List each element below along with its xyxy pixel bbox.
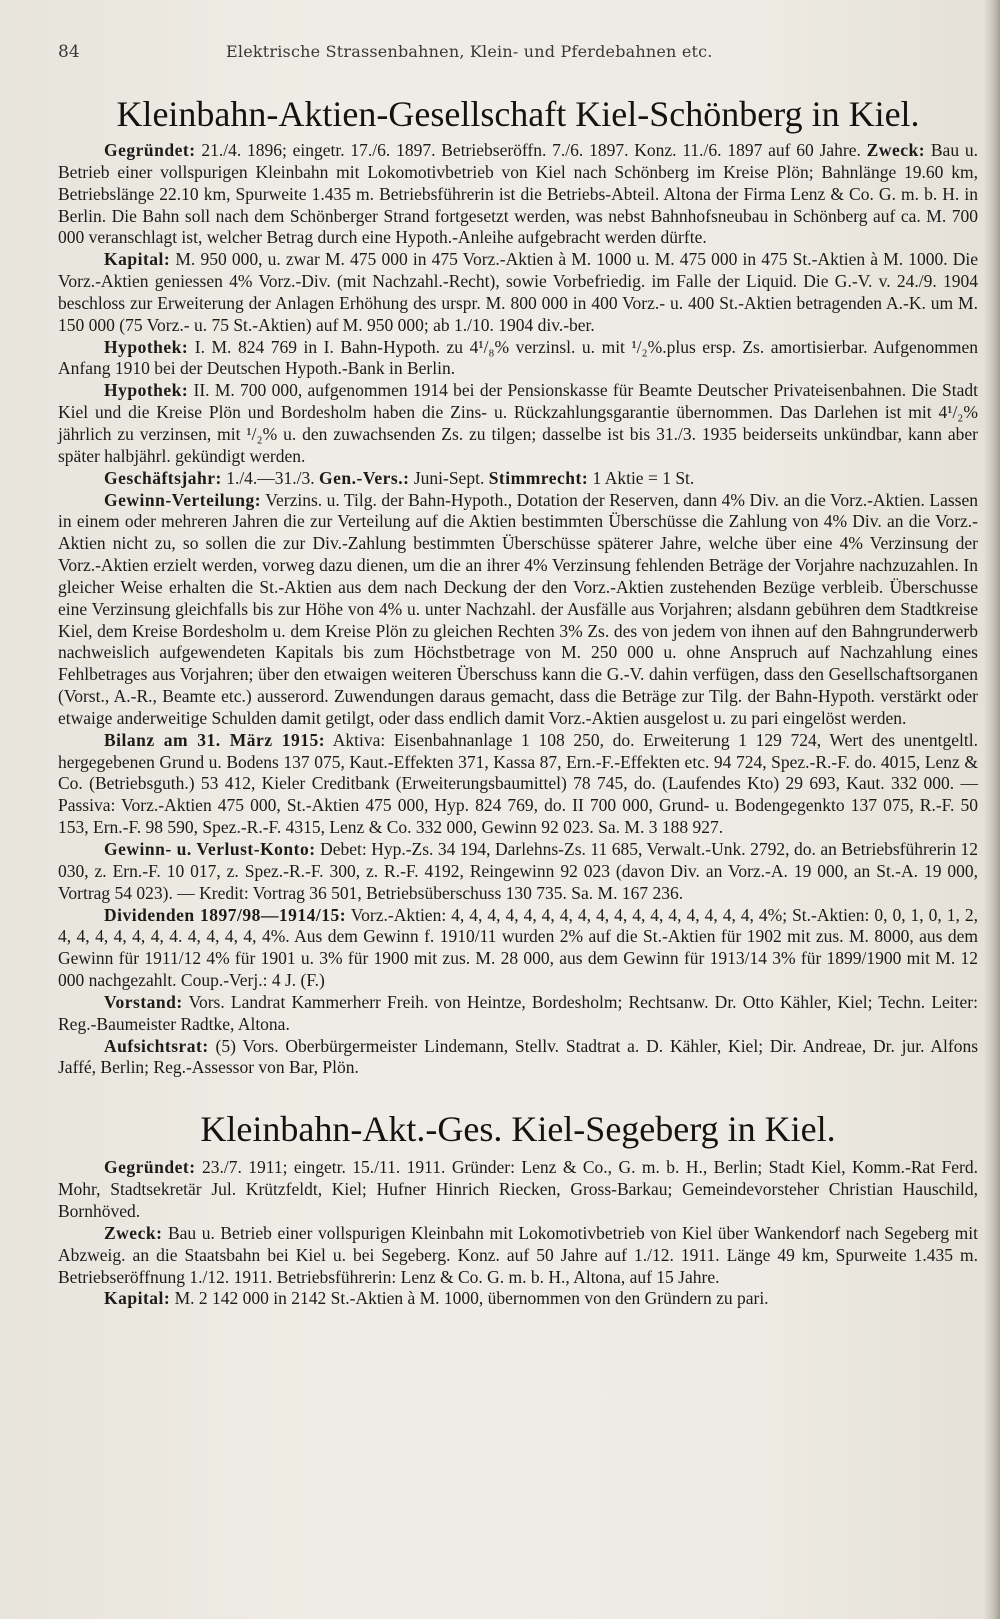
field-text: Vors. Landrat Kammerherr Freih. von Heintze, Bordesholm; Rechtsanw. Dr. Otto Kähler, Kiel; Techn. Leiter: Reg.-Baumeister Radtke, Altona. [58, 991, 978, 1034]
field-text: M. 950 000, u. zwar M. 475 000 in 475 Vorz.-Aktien à M. 1000 u. M. 475 000 in 475 St.-Aktien à M. 1000. Die Vorz.-Aktien geniessen 4% Vorz.-Div. (mit Nachzahl.-Recht), sowie Vorbefriedig. im Falle der Liquid. Die G.-V. v. 24./9. 1904 beschloss zur Erweiterung der Anlagen Erhöhung des urspr. M. 800 000 in 400 Vorz.- u. 400 St.-Aktien betragenden A.-K. um M. 150 000 (75 Vorz.- u. 75 St.-Aktien) auf M. 950 000; ab 1./10. 1904 div.-ber. [58, 249, 978, 335]
company-entry-kiel-segeberg [58, 1107, 978, 1310]
field-label: Aufsichtsrat: [104, 1035, 209, 1056]
field-text: Bau u. Betrieb einer vollspurigen Kleinbahn mit Lokomotivbetrieb von Kiel über Wankendorf nach Segeberg mit Abzweig. an die Staatsbahn bei Kiel u. bei Segeberg. Konz. auf 50 Jahre auf 1./12. 1911. Länge 49 km, Spurweite 1.435 m. Betriebseröffnung 1./12. 1911. Betriebsführerin: Lenz & Co. G. m. b. H., Altona, auf 15 Jahre. [58, 1222, 978, 1287]
field-label: Gewinn- u. Verlust-Konto: [104, 839, 316, 859]
field-text: I. M. 824 769 in I. Bahn-Hypoth. zu 4¹/₈% verzinsl. u. mit ¹/₂%.plus ersp. Zs. amortisierbar. Aufgenommen Anfang 1910 bei der Deutschen Hypoth.-Bank in Berlin. [58, 336, 978, 379]
field-label: Kapital: [104, 249, 171, 270]
field-label: Dividenden 1897/98—1914/15: [104, 904, 347, 925]
paragraph-gewinn-verteilung [58, 490, 978, 730]
field-label: Zweck: [104, 1222, 163, 1243]
paragraph-zweck [58, 1223, 978, 1289]
paragraph-aufsichtsrat [58, 1036, 978, 1080]
paragraph-kapital [58, 1288, 978, 1310]
field-label: Kapital: [104, 1288, 171, 1309]
field-label: Gegründet: [104, 1157, 196, 1178]
field-text: Debet: Hyp.-Zs. 34 194, Darlehns-Zs. 11 685, Verwalt.-Unk. 2792, do. an Betriebsführerin 12 030, z. Ern.-F. 10 017, z. Spez.-R.-F. 300, z. R.-F. 4192, Reingewinn 92 023 (davon Div. an Vorz.-A. 19 000, an St.-A. 19 000, Vortrag 54 023). — Kredit: Vortrag 36 501, Betriebsüberschuss 130 735. Sa. M. 167 236. [58, 839, 979, 903]
field-label: Gewinn-Verteilung: [104, 489, 262, 510]
paragraph-geschaeftsjahr [58, 468, 978, 490]
page-edge-shadow [984, 0, 1000, 1619]
field-label: Gegründet: [104, 140, 196, 160]
field-label: Vorstand: [104, 991, 183, 1012]
paragraph-hypothek-2 [58, 380, 978, 467]
paragraph-dividenden [58, 905, 978, 992]
field-label: Gen.-Vers.: [319, 467, 410, 488]
company-entry-kiel-schoenberg [58, 92, 978, 1079]
company-title: Kleinbahn-Aktien-Gesellschaft Kiel-Schönberg in Kiel. [116, 94, 920, 134]
field-text: Juni-Sept. [409, 467, 489, 488]
company-title: Kleinbahn-Akt.-Ges. Kiel-Segeberg in Kiel. [200, 1109, 836, 1150]
field-text: Vorz.-Aktien: 4, 4, 4, 4, 4, 4, 4, 4, 4, 4, 4, 4, 4, 4, 4, 4, 4, 4%; St.-Aktien: 0, 0, 1, 0, 1, 2, 4, 4, 4, 4, 4, 4, 4. 4, 4, 4, 4, 4%. Aus dem Gewinn f. 1910/11 wurden 2% auf die St.-Aktien für 1902 mit zus. M. 8000, aus dem Gewinn für 1911/12 4% für 1901 u. 3% für 1900 mit zus. M. 28 000, aus dem Gewinn für 1913/14 3% für 1899/1900 mit M. 12 000 nachgezahlt. Coup.-Verj.: 4 J. (F.) [58, 904, 978, 991]
field-label: Zweck: [866, 140, 926, 160]
paragraph-vorstand [58, 992, 978, 1036]
field-text: 23./7. 1911; eingetr. 15./11. 1911. Gründer: Lenz & Co., G. m. b. H., Berlin; Stadt Kiel, Komm.-Rat Ferd. Mohr, Stadtsekretär Jul. Krützfeldt, Kiel; Hufner Hinrich Riecken, Gross-Barkau; Gemeindevorsteher Christian Hauschild, Bornhöved. [58, 1157, 978, 1221]
page-number: 84 [58, 42, 80, 62]
field-label: Hypothek: [104, 336, 189, 357]
field-text: Bau u. Betrieb einer vollspurigen Kleinbahn mit Lokomotivbetrieb von Kiel nach Schönberg im Kreise Plön; Bahnlänge 19.60 km, Betriebslänge 22.10 km, Spurweite 1.435 m. Betriebsführerin ist die Betriebs-Abteil. Altona der Firma Lenz & Co. G. m. b. H. in Berlin. Die Bahn soll nach dem Schönberger Strand fortgesetzt werden, was nebst Bahnhofsneubau in Schönberg auf ca. M. 700 000 veranschlagt ist, welcher Betrag durch eine Hypoth.-Anleihe aufgebracht werden dürfte. [58, 140, 978, 248]
field-text: 1 Aktie = 1 St. [588, 467, 695, 488]
field-label: Bilanz am 31. März 1915: [104, 729, 326, 750]
field-text: Aktiva: Eisenbahnanlage 1 108 250, do. Erweiterung 1 129 724, Wert des unentgeltl. hergegebenen Grund u. Bodens 137 075, Kaut.-Effekten 371, Kassa 87, Ern.-F.-Effekten etc. 94 724, Spez.-R.-F. do. 4015, Lenz & Co. (Betriebsguth.) 53 412, Kieler Creditbank (Erweiterungsbaumittel) 78 745, do. (Laufendes Kto) 29 693, Kaut. 332 000. — Passiva: Vorz.-Aktien 475 000, St.-Aktien 475 000, Hyp. 824 769, do. II 700 000, Grund- u. Bodengegenkto 137 075, R.-F. 50 153, Ern.-F. 98 590, Spez.-R.-F. 4315, Lenz & Co. 332 000, Gewinn 92 023. Sa. M. 3 188 927. [58, 729, 978, 838]
running-head [58, 42, 978, 70]
field-text: 1./4.—31./3. [221, 467, 320, 488]
field-label: Stimmrecht: [488, 467, 589, 488]
paragraph-gegruendet [58, 140, 978, 249]
field-text: Verzins. u. Tilg. der Bahn-Hypoth., Dotation der Reserven, dann 4% Div. an die Vorz.-Aktien. Lassen in einem oder mehreren Jahren die zur Verteilung auf die Aktien bestimmten Überschüsse die Zahlung von 4% Div. an die Vorz.-Aktien nicht zu, so sollen die zur Div.-Zahlung bestimmten Überschüsse späterer Jahre, welche über eine 4% Verzinsung der Vorz.-Aktien erzielt werden, vorweg dazu dienen, um die an ihrer 4% Verzinsung fehlenden Beträge der Vorjahre nachzuzahlen. In gleicher Weise erhalten die St.-Aktien aus dem nach Deckung der den Vorz.-Aktien zustehenden Bezüge verbleib. Überschusse eine Verzinsung gleichfalls bis zur Höhe von 4% u. unter Nachzahl. der Ausfälle aus Vorjahren; alsdann gebühren dem Stadtkreise Kiel, dem Kreise Bordesholm u. dem Kreise Plön zu gleichen Rechten 3% Zs. des von jedem von ihnen auf den Bahngrunderwerb nachweislich aufgewendeten Kapitals bis zum Höchstbetrage von M. 250 000 u. ohne Anspruch auf Nachzahlung eines Fehlbetrages aus Vorjahren; über den etwaigen weiteren Überschuss kann die G.-V. dahin verfügen, dass den Gesellschaftsorganen (Vorst., A.-R., Beamte etc.) ausserord. Zuwendungen daraus gemacht, dass die Beträge zur Tilg. der Bahn-Hypoth. verstärkt oder etwaige anderweitige Schulden damit getilgt, oder dass endlich damit Vorz.-Aktien ausgelost u. zu pari eingelöst werden. [58, 489, 978, 728]
field-text: II. M. 700 000, aufgenommen 1914 bei der Pensionskasse für Beamte Deutscher Privateisenbahnen. Die Stadt Kiel und die Kreise Plön und Bordesholm haben die Zins- u. Rückzahlungsgarantie übernommen. Das Darlehen ist mit 4¹/₂% jährlich zu verzinsen, mit ¹/₂% u. den zuwachsenden Zs. zu tilgen; dasselbe ist bis 31./3. 1935 beiderseits unkündbar, kann aber später halbjährl. gekündigt werden. [58, 380, 978, 466]
paragraph-bilanz [58, 730, 978, 839]
paragraph-kapital [58, 249, 978, 336]
field-label: Geschäftsjahr: [104, 467, 222, 488]
field-label: Hypothek: [104, 380, 189, 401]
field-text: 21./4. 1896; eingetr. 17./6. 1897. Betriebseröffn. 7./6. 1897. Konz. 11./6. 1897 auf 60 Jahre. [195, 140, 867, 160]
paragraph-hypothek-1 [58, 337, 978, 381]
field-text: M. 2 142 000 in 2142 St.-Aktien à M. 1000, übernommen von den Gründern zu pari. [170, 1288, 769, 1309]
field-text: (5) Vors. Oberbürgermeister Lindemann, Stellv. Stadtrat a. D. Kähler, Kiel; Dir. Andreae, Dr. jur. Alfons Jaffé, Berlin; Reg.-Assessor von Bar, Plön. [58, 1035, 978, 1078]
paragraph-gewinn-verlust [58, 839, 978, 905]
paragraph-gegruendet [58, 1157, 978, 1223]
running-title: Elektrische Strassenbahnen, Klein- und Pferdebahnen etc. [226, 42, 713, 61]
